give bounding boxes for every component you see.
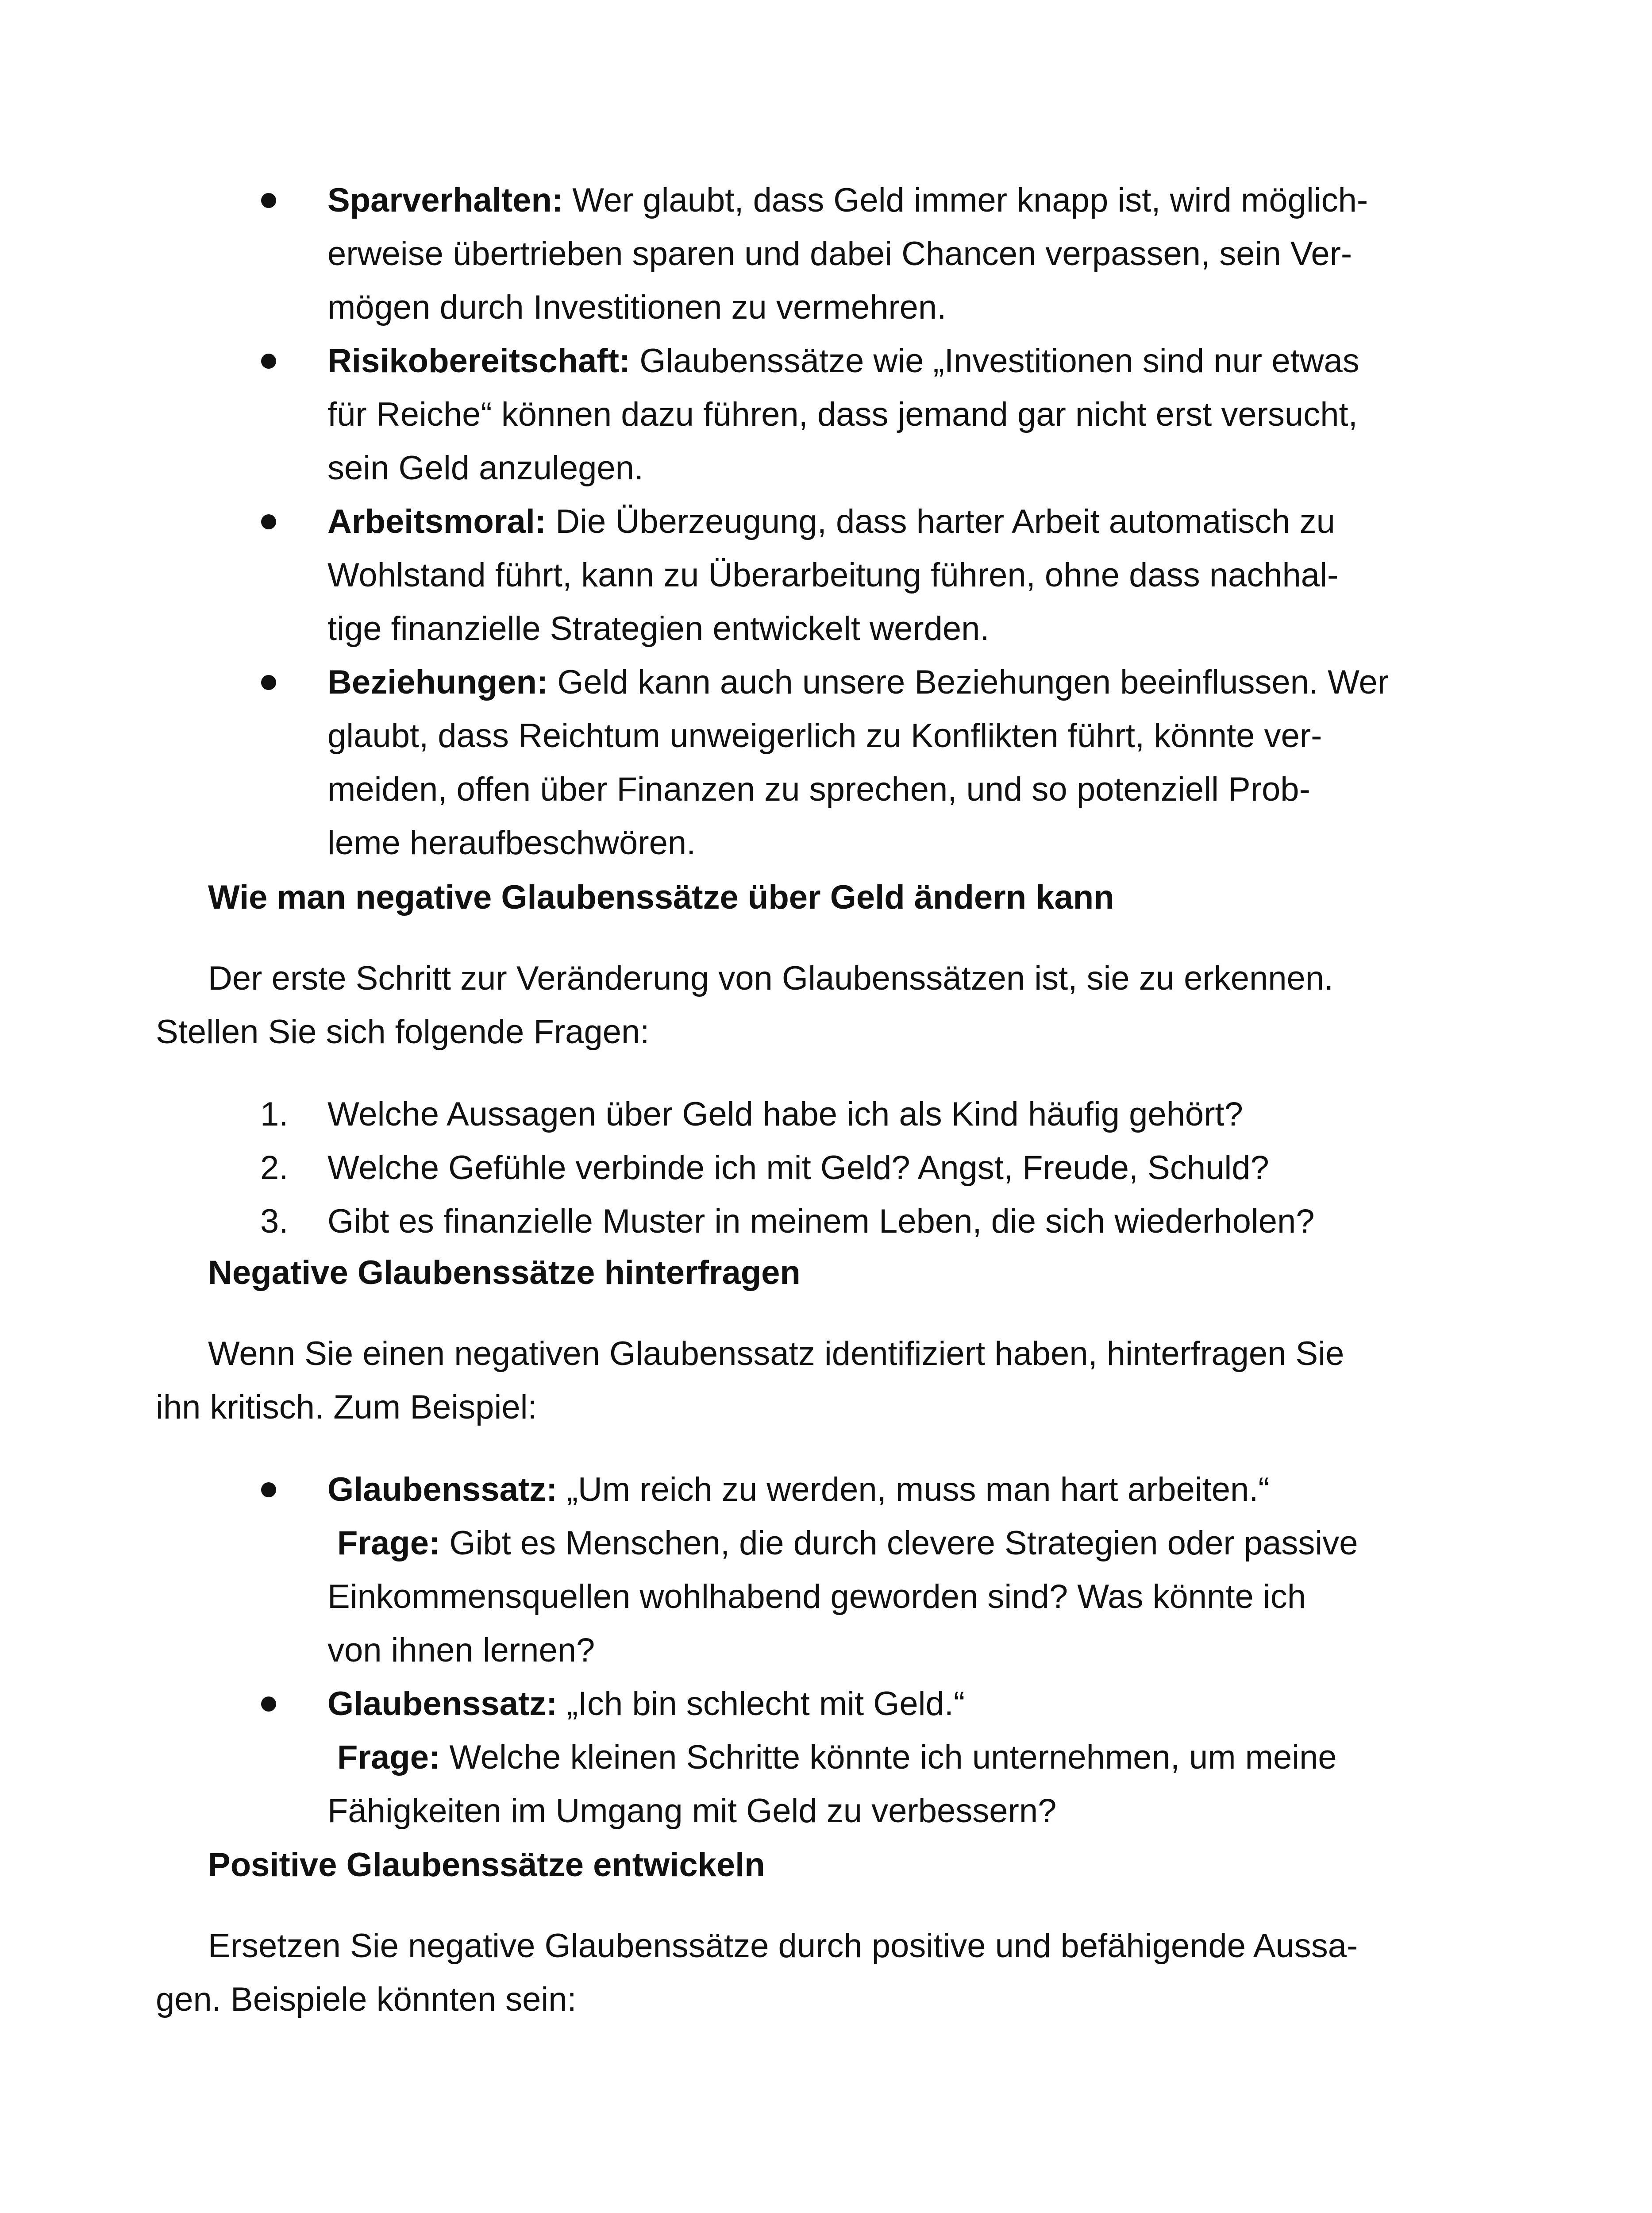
list-number: 3. — [260, 1203, 289, 1240]
list-item-line: Welche Aussagen über Geld habe ich als Kind häufig gehört? — [327, 1095, 1243, 1133]
list-item-line: sein Geld anzulegen. — [327, 449, 644, 487]
list-item-line: Geld kann auch unsere Beziehungen beeinflussen. Wer — [548, 663, 1389, 701]
bullet-icon — [261, 514, 276, 529]
paragraph — [156, 1327, 1475, 1434]
list-item-term: Glaubenssatz: — [327, 1471, 558, 1508]
list-item-line: Die Überzeugung, dass harter Arbeit automatisch zu — [546, 503, 1335, 540]
list-item-line: Gibt es Menschen, die durch clevere Strategien oder passive — [440, 1524, 1358, 1562]
list-item-line: Gibt es finanzielle Muster in meinem Leben, die sich wiederholen? — [327, 1203, 1315, 1240]
list-item-line: Einkommensquellen wohlhabend geworden sind? Was könnte ich — [327, 1578, 1306, 1615]
list-item-line: Welche Gefühle verbinde ich mit Geld? Angst, Freude, Schuld? — [327, 1149, 1269, 1187]
paragraph — [156, 952, 1475, 1059]
list-number: 2. — [260, 1149, 289, 1187]
list-item-text — [327, 334, 1487, 495]
paragraph — [156, 1919, 1475, 2026]
list-item-line: leme heraufbeschwören. — [327, 824, 696, 862]
list-item-term: Arbeitsmoral: — [327, 503, 547, 540]
list-item-line: Wohlstand führt, kann zu Überarbeitung führen, ohne dass nachhal- — [327, 556, 1339, 594]
paragraph-line: Stellen Sie sich folgende Fragen: — [156, 1013, 650, 1051]
list-item-text — [327, 495, 1487, 655]
section-heading: Wie man negative Glaubenssätze über Geld ändern kann — [208, 879, 1114, 916]
list-item-line: meiden, offen über Finanzen zu sprechen, und so potenziell Prob- — [327, 771, 1310, 808]
bullet-icon — [261, 193, 276, 208]
list-item-term: Sparverhalten: — [327, 181, 563, 219]
paragraph-line: Der erste Schritt zur Veränderung von Glaubenssätzen ist, sie zu erkennen. — [208, 960, 1334, 997]
bullet-icon — [261, 1482, 276, 1497]
list-item-line: Glaubenssätze wie „Investitionen sind nur etwas — [630, 342, 1359, 380]
list-item-text — [327, 1087, 1487, 1141]
section-heading: Negative Glaubenssätze hinterfragen — [208, 1254, 801, 1292]
list-item-line: Welche kleinen Schritte könnte ich unternehmen, um meine — [440, 1739, 1337, 1776]
question-term: Frage: — [337, 1524, 440, 1562]
list-item-line: glaubt, dass Reichtum unweigerlich zu Konflikten führt, könnte ver- — [327, 717, 1322, 755]
list-item-line: Fähigkeiten im Umgang mit Geld zu verbessern? — [327, 1792, 1057, 1830]
paragraph-line: ihn kritisch. Zum Beispiel: — [156, 1388, 537, 1426]
list-item-term: Beziehungen: — [327, 663, 548, 701]
bullet-icon — [261, 675, 276, 690]
list-item-text — [327, 1463, 1487, 1677]
list-item-line: „Um reich zu werden, muss man hart arbeiten.“ — [557, 1471, 1270, 1508]
list-item-line: „Ich bin schlecht mit Geld.“ — [557, 1685, 965, 1723]
section-heading: Positive Glaubenssätze entwickeln — [208, 1846, 765, 1884]
list-item-text — [327, 655, 1487, 870]
list-item-term: Glaubenssatz: — [327, 1685, 558, 1723]
question-term: Frage: — [337, 1739, 440, 1776]
list-item-line: von ihnen lernen? — [327, 1631, 595, 1669]
list-item-line: Wer glaubt, dass Geld immer knapp ist, wird möglich- — [563, 181, 1368, 219]
list-item-text — [327, 173, 1487, 334]
list-number: 1. — [260, 1095, 289, 1133]
bullet-icon — [261, 1696, 276, 1712]
list-item-line: tige finanzielle Strategien entwickelt werden. — [327, 610, 990, 648]
paragraph-line: Wenn Sie einen negativen Glaubenssatz identifiziert haben, hinterfragen Sie — [208, 1335, 1344, 1373]
list-item-text — [327, 1677, 1487, 1838]
paragraph-line: Ersetzen Sie negative Glaubenssätze durch positive und befähigende Aussa- — [208, 1927, 1358, 1965]
list-item-line: erweise übertrieben sparen und dabei Chancen verpassen, sein Ver- — [327, 235, 1352, 273]
list-item-text — [327, 1195, 1487, 1248]
list-item-term: Risikobereitschaft: — [327, 342, 631, 380]
list-item-line: für Reiche“ können dazu führen, dass jemand gar nicht erst versucht, — [327, 396, 1358, 433]
list-item-line: mögen durch Investitionen zu vermehren. — [327, 289, 947, 326]
paragraph-line: gen. Beispiele könnten sein: — [156, 1981, 577, 2018]
bullet-icon — [261, 354, 276, 369]
list-item-text — [327, 1141, 1487, 1195]
